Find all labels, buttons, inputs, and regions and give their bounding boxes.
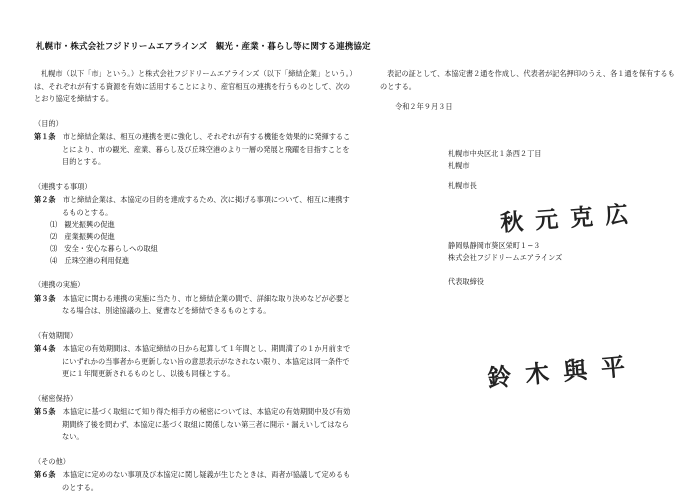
article-label: 第２条 [34, 195, 56, 204]
article-3 [34, 279, 354, 318]
closing-paragraph: 表記の証として、本協定書２通を作成し、代表者が記名押印のうえ、各１通を保有するものとする。 [380, 69, 675, 91]
list-item: ⑶ 安全・安心な暮らしへの取組 [50, 244, 158, 253]
list-item: ⑷ 丘珠空港の利用促進 [50, 256, 130, 265]
article-label: 第４条 [34, 344, 56, 353]
party1-name: 札幌市 [448, 161, 470, 170]
article-text [34, 293, 354, 318]
article-body: 市と締結企業は、本協定の目的を達成するため、次に掲げる事項について、相互に連携するものとする。 [62, 195, 350, 217]
article-body: 本協定の有効期間は、本協定締結の日から起算して１年間とし、期間満了の１か月前までにいずれかの当事者から更新しない旨の意思表示がなされない限り、本協定は同一条件で更に１年間更新されるものとし、以後も同様とする。 [62, 344, 351, 378]
article-label: 第１条 [34, 132, 56, 141]
article-1 [34, 118, 354, 169]
article-heading: （有効期間） [34, 330, 78, 340]
closing-section [380, 68, 680, 112]
article-4 [34, 330, 354, 381]
article-body: 本協定に定めのない事項及び本協定に関し疑義が生じたときは、両者が協議して定めるものとする。 [62, 470, 351, 492]
article-text [34, 469, 354, 494]
cooperation-items-list [34, 219, 354, 267]
article-text [34, 343, 354, 381]
article-label: 第６条 [34, 470, 56, 479]
article-text [34, 131, 354, 169]
article-body: 市と締結企業は、相互の連携を更に強化し、それぞれが有する機能を効果的に発揮することにより、市の観光、産業、暮らし及び丘珠空港のより一層の発展と飛躍を目指すことを目的とする。 [62, 132, 351, 166]
article-heading: （その他） [34, 456, 70, 466]
article-2 [34, 181, 354, 268]
agreement-date: 令和２年９月３日 [395, 102, 453, 111]
article-body: 本協定に基づく取組にて知り得た相手方の秘密については、本協定の有効期間中及び有効期間終了後を問わず、本協定に基づく取組に関係しない第三者に開示・漏えいしてはならない。 [62, 407, 351, 441]
article-label: 第５条 [34, 407, 56, 416]
party2-address: 静岡県静岡市葵区栄町１−３ [448, 241, 541, 250]
party2-signature: 鈴木與平 [486, 351, 641, 393]
party2-name: 株式会社フジドリームエアラインズ [448, 253, 563, 262]
document-title: 札幌市・株式会社フジドリームエアラインズ 観光・産業・暮らし等に関する連携協定 [36, 42, 371, 52]
article-6 [34, 456, 354, 495]
article-heading: （連携の実施） [34, 280, 85, 289]
intro-paragraph: 札幌市（以下「市」という。）と株式会社フジドリームエアラインズ（以下「締結企業」という。）は、それぞれが有する資源を有効に活用することにより、産官相互の連携を行うものとして、次のとおり協定を締結する。 [34, 69, 353, 103]
article-5 [34, 393, 354, 444]
party1-address: 札幌市中央区北１条西２丁目 [448, 149, 542, 158]
list-item: ⑴ 観光振興の促進 [50, 220, 115, 229]
party1-role: 札幌市長 [448, 181, 477, 190]
article-body: 本協定に関わる連携の実施に当たり、市と締結企業の間で、詳細な取り決めなどが必要となる場合は、別途協議の上、覚書などを締結できるものとする。 [62, 293, 351, 315]
list-item: ⑵ 産業振興の促進 [50, 232, 115, 241]
article-label: 第３条 [34, 293, 56, 303]
article-heading: （目的） [34, 118, 63, 128]
agreement-body [34, 68, 354, 494]
party2-role: 代表取締役 [448, 277, 484, 286]
article-heading: （秘密保持） [34, 393, 78, 403]
article-text [34, 406, 354, 444]
article-text [34, 194, 354, 219]
article-heading: （連携する事項） [34, 181, 92, 191]
party1-signature: 秋元克広 [499, 201, 641, 237]
